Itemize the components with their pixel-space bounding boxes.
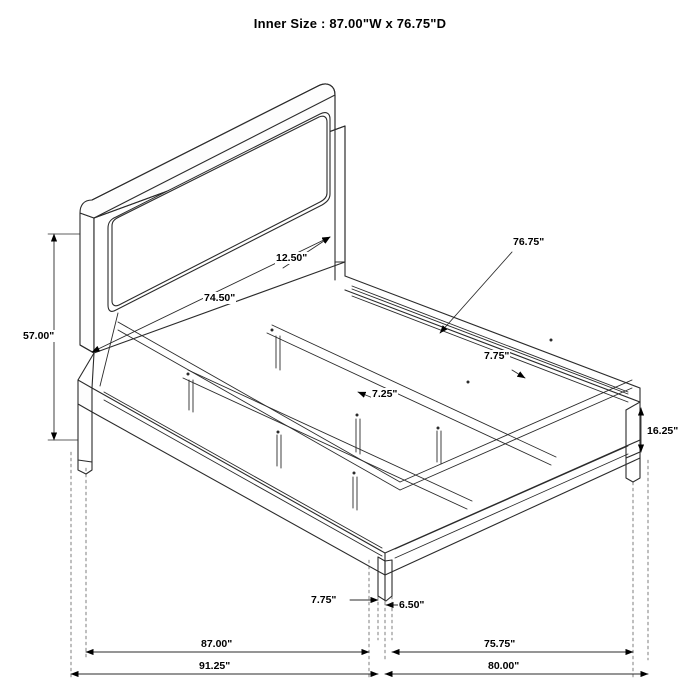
dimension-side-rail-height: 7.75"	[484, 350, 510, 362]
page-title: Inner Size : 87.00"W x 76.75"D	[253, 16, 447, 31]
dimension-foot-rail-height: 7.75"	[311, 594, 337, 606]
dimension-inner-length: 75.75"	[484, 638, 516, 650]
dimension-inner-width: 87.00"	[201, 638, 233, 650]
dimension-leg-width: 6.50"	[399, 599, 425, 611]
dimension-headboard-height: 57.00"	[23, 330, 55, 342]
dimension-overall-length: 80.00"	[488, 660, 520, 672]
dimension-inner-depth: 76.75"	[513, 236, 545, 248]
dimension-rail-thickness: 12.50"	[276, 252, 308, 264]
dimension-overall-width: 91.25"	[199, 660, 231, 672]
dimension-headboard-panel-width: 74.50"	[204, 292, 236, 304]
dimension-slat-width: 7.25"	[372, 388, 398, 400]
dimension-deck-height: 16.25"	[647, 425, 679, 437]
